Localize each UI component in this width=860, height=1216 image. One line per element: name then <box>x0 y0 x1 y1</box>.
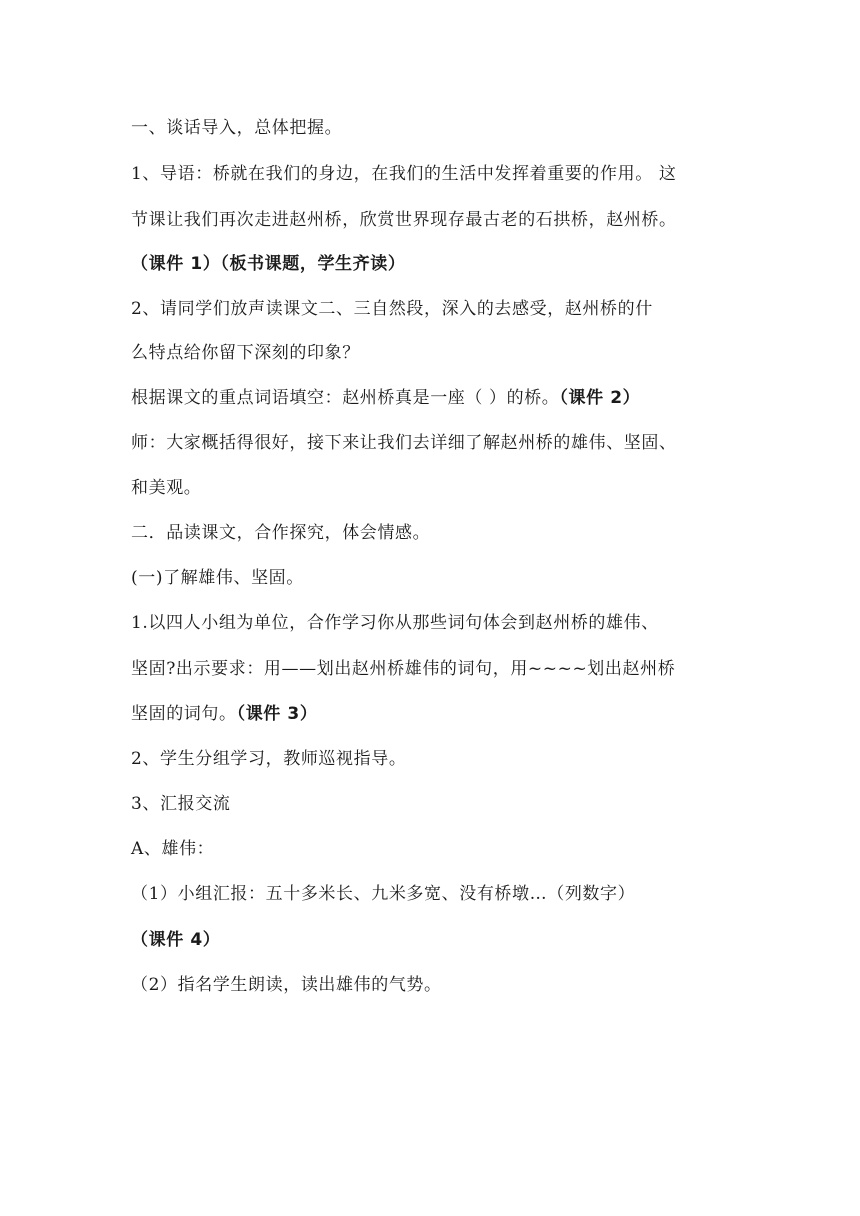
subsection-heading: (一)了解雄伟、坚固。 <box>131 568 304 588</box>
paragraph-line: 2、学生分组学习，教师巡视指导。 <box>131 749 407 769</box>
courseware-note: （课件 4） <box>131 930 221 950</box>
paragraph-line: 1.以四人小组为单位，合作学习你从那些词句体会到赵州桥的雄伟、 <box>131 613 659 633</box>
paragraph-line: 2、请同学们放声读课文二、三自然段，深入的去感受，赵州桥的什 <box>131 299 653 319</box>
paragraph-line: （1）小组汇报：五十多米长、九米多宽、没有桥墩…（列数字） <box>131 884 636 904</box>
fill-in-text: 根据课文的重点词语填空：赵州桥真是一座（ ）的桥。 <box>131 388 560 408</box>
paragraph-line: （2）指名学生朗读，读出雄伟的气势。 <box>131 975 442 995</box>
paragraph-line: 师：大家概括得很好，接下来让我们去详细了解赵州桥的雄伟、坚固、 <box>131 433 677 453</box>
paragraph-line: 坚固?出示要求：用——划出赵州桥雄伟的词句，用~~~~划出赵州桥 <box>131 659 676 679</box>
paragraph-line <box>131 386 731 410</box>
paragraph-line <box>131 702 731 726</box>
paragraph-line: A、雄伟： <box>131 839 215 859</box>
courseware-note: （课件 2） <box>559 388 641 408</box>
paragraph-line: 节课让我们再次走进赵州桥，欣赏世界现存最古老的石拱桥，赵州桥。 <box>131 210 677 230</box>
courseware-note: （课件 1）（板书课题，学生齐读） <box>131 254 406 274</box>
paragraph-line: 么特点给你留下深刻的印象？ <box>131 343 360 363</box>
section-heading-2: 二．品读课文，合作探究，体会情感。 <box>131 523 431 543</box>
paragraph-line: 3、汇报交流 <box>131 794 231 814</box>
courseware-note: （课件 3） <box>236 704 318 724</box>
paragraph-line: 1、导语：桥就在我们的身边，在我们的生活中发挥着重要的作用。 这 <box>131 164 677 184</box>
section-heading-1: 一、谈话导入，总体把握。 <box>131 118 343 138</box>
paragraph-text: 坚固的词句。 <box>131 704 237 724</box>
paragraph-line: 和美观。 <box>131 478 202 498</box>
